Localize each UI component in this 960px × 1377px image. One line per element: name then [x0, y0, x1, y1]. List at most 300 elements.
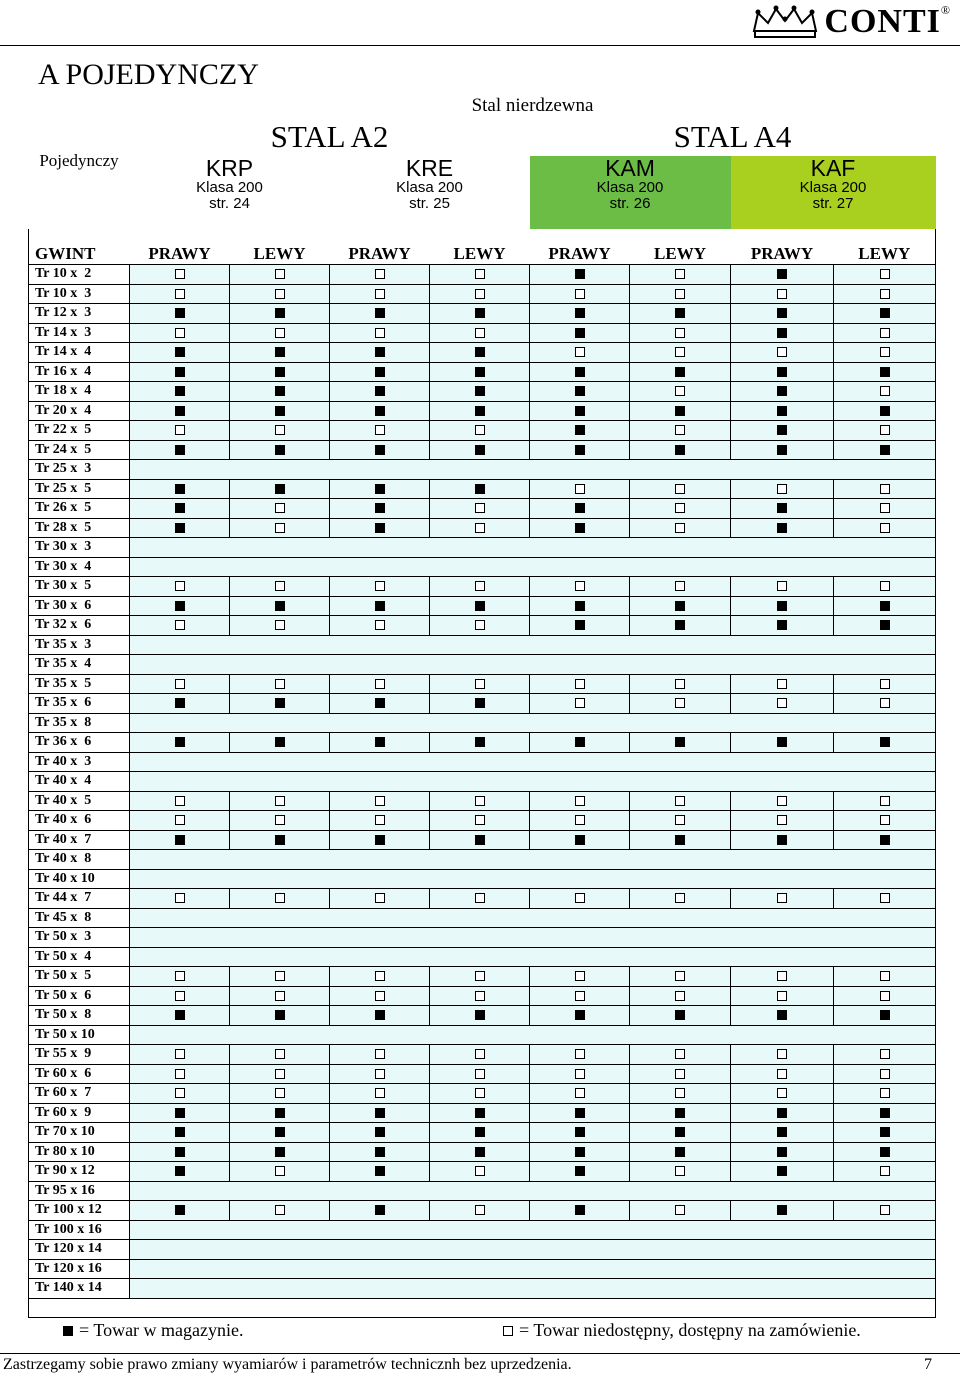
availability-cell	[430, 1064, 530, 1084]
thread-size: Tr 40 x 3	[29, 752, 130, 772]
thread-size: Tr 120 x 14	[29, 1240, 130, 1260]
legend-on-order-text: = Towar niedostępny, dostępny na zamówienie.	[519, 1320, 861, 1340]
empty-square-icon	[675, 679, 685, 689]
availability-cell	[731, 791, 834, 811]
availability-cell	[230, 1006, 330, 1026]
filled-square-icon	[777, 386, 787, 396]
thread-size: Tr 40 x 10	[29, 869, 130, 889]
availability-cell	[630, 1006, 731, 1026]
filled-square-icon	[575, 425, 585, 435]
availability-cell	[630, 304, 731, 324]
availability-cell	[230, 889, 330, 909]
empty-square-icon	[375, 971, 385, 981]
availability-cell	[230, 596, 330, 616]
availability-cell	[430, 343, 530, 363]
availability-cell	[731, 1201, 834, 1221]
availability-cell	[330, 284, 430, 304]
table-row	[29, 635, 936, 655]
availability-cell	[430, 1142, 530, 1162]
thread-size: Tr 44 x 7	[29, 889, 130, 909]
empty-square-icon	[880, 1205, 890, 1215]
empty-square-icon	[675, 386, 685, 396]
empty-square-icon	[275, 1069, 285, 1079]
availability-cell	[530, 401, 630, 421]
availability-cell	[530, 967, 630, 987]
filled-square-icon	[375, 367, 385, 377]
filled-square-icon	[475, 347, 485, 357]
empty-square-icon	[880, 425, 890, 435]
table-row	[29, 479, 936, 499]
thread-size: Tr 30 x 5	[29, 577, 130, 597]
availability-cell	[731, 1084, 834, 1104]
empty-square-icon	[880, 991, 890, 1001]
empty-square-icon	[575, 971, 585, 981]
empty-square-icon	[880, 484, 890, 494]
availability-cell	[430, 284, 530, 304]
thread-size: Tr 36 x 6	[29, 733, 130, 753]
availability-cell	[430, 362, 530, 382]
column-header: PRAWY	[330, 244, 430, 265]
empty-square-icon	[375, 893, 385, 903]
availability-cell	[834, 1201, 936, 1221]
availability-cell	[530, 1006, 630, 1026]
product-name: KRP	[205, 156, 254, 181]
availability-cell	[834, 1162, 936, 1182]
availability-cell	[834, 674, 936, 694]
empty-square-icon	[675, 484, 685, 494]
empty-square-icon	[880, 328, 890, 338]
thread-size: Tr 50 x 10	[29, 1025, 130, 1045]
bottom-divider	[0, 1353, 960, 1354]
empty-square-icon	[777, 991, 787, 1001]
empty-square-icon	[375, 328, 385, 338]
empty-square-icon	[475, 893, 485, 903]
empty-square-icon	[880, 1166, 890, 1176]
availability-cell	[530, 265, 630, 285]
availability-cell	[230, 401, 330, 421]
availability-cell	[330, 889, 430, 909]
empty-square-icon	[675, 796, 685, 806]
filled-square-icon	[777, 1205, 787, 1215]
column-header: PRAWY	[731, 244, 834, 265]
thread-size: Tr 50 x 5	[29, 967, 130, 987]
availability-cell	[430, 1162, 530, 1182]
thread-size: Tr 45 x 8	[29, 908, 130, 928]
empty-square-icon	[175, 991, 185, 1001]
availability-cell	[630, 479, 731, 499]
product-name: KAM	[605, 156, 655, 181]
empty-square-icon	[375, 796, 385, 806]
empty-square-icon	[375, 1049, 385, 1059]
table-row	[29, 557, 936, 577]
table-row	[29, 460, 936, 480]
availability-cell	[834, 304, 936, 324]
filled-square-icon	[275, 698, 285, 708]
availability-cell	[834, 284, 936, 304]
filled-square-icon	[275, 1010, 285, 1020]
availability-cell	[530, 440, 630, 460]
table-row	[29, 752, 936, 772]
empty-square-icon	[275, 503, 285, 513]
availability-cell	[530, 986, 630, 1006]
empty-square-icon	[675, 1069, 685, 1079]
availability-cell	[430, 694, 530, 714]
availability-cell	[130, 1201, 230, 1221]
top-divider	[0, 45, 960, 46]
availability-cell	[130, 1084, 230, 1104]
empty-square-icon	[375, 679, 385, 689]
availability-cell	[731, 889, 834, 909]
availability-cell	[430, 518, 530, 538]
filled-square-icon	[575, 1205, 585, 1215]
availability-cell	[130, 284, 230, 304]
thread-size: Tr 50 x 6	[29, 986, 130, 1006]
availability-cell	[834, 1064, 936, 1084]
availability-cell	[130, 791, 230, 811]
filled-square-icon	[375, 1108, 385, 1118]
product-str: str. 24	[209, 194, 250, 212]
column-header: LEWY	[834, 244, 936, 265]
empty-square-icon	[575, 347, 585, 357]
empty-availability	[130, 1181, 936, 1201]
filled-square-icon	[777, 737, 787, 747]
availability-cell	[230, 284, 330, 304]
empty-square-icon	[475, 289, 485, 299]
availability-cell	[430, 986, 530, 1006]
filled-square-icon	[675, 835, 685, 845]
column-header: PRAWY	[130, 244, 230, 265]
empty-square-icon	[175, 425, 185, 435]
legend-in-stock-text: = Towar w magazynie.	[79, 1320, 244, 1340]
availability-cell	[130, 382, 230, 402]
thread-size: Tr 22 x 5	[29, 421, 130, 441]
availability-cell	[330, 499, 430, 519]
availability-cell	[834, 791, 936, 811]
availability-cell	[731, 421, 834, 441]
thread-size: Tr 20 x 4	[29, 401, 130, 421]
availability-cell	[230, 343, 330, 363]
brand-registered: ®	[940, 2, 950, 17]
table-row	[29, 284, 936, 304]
table-row	[29, 869, 936, 889]
filled-square-icon	[375, 1127, 385, 1137]
filled-square-icon	[575, 386, 585, 396]
filled-square-icon	[880, 406, 890, 416]
filled-square-icon	[575, 523, 585, 533]
thread-size: Tr 35 x 4	[29, 655, 130, 675]
legend-in-stock	[63, 1320, 244, 1341]
thread-size: Tr 35 x 8	[29, 713, 130, 733]
availability-cell	[630, 967, 731, 987]
product-0	[130, 156, 330, 229]
table-row	[29, 655, 936, 675]
availability-cell	[130, 596, 230, 616]
product-2	[530, 156, 731, 229]
availability-cell	[731, 265, 834, 285]
filled-square-icon	[880, 737, 890, 747]
availability-cell	[430, 1045, 530, 1065]
filled-square-icon	[375, 1205, 385, 1215]
availability-cell	[630, 1064, 731, 1084]
thread-size: Tr 24 x 5	[29, 440, 130, 460]
availability-cell	[230, 791, 330, 811]
availability-cell	[834, 1006, 936, 1026]
availability-cell	[430, 1103, 530, 1123]
table-row	[29, 830, 936, 850]
filled-square-icon	[880, 1127, 890, 1137]
availability-cell	[630, 1084, 731, 1104]
table-row	[29, 811, 936, 831]
empty-square-icon	[575, 796, 585, 806]
table-row	[29, 1181, 936, 1201]
availability-cell	[330, 323, 430, 343]
availability-cell	[731, 1103, 834, 1123]
filled-square-icon	[475, 737, 485, 747]
filled-square-icon	[777, 1010, 787, 1020]
empty-square-icon	[503, 1326, 513, 1336]
table-row	[29, 1279, 936, 1299]
table-row	[29, 577, 936, 597]
availability-cell	[530, 733, 630, 753]
filled-square-icon	[777, 620, 787, 630]
empty-square-icon	[475, 679, 485, 689]
thread-size: Tr 40 x 6	[29, 811, 130, 831]
header-spacer	[29, 229, 936, 244]
availability-cell	[731, 577, 834, 597]
availability-cell	[834, 1103, 936, 1123]
filled-square-icon	[175, 386, 185, 396]
empty-square-icon	[575, 815, 585, 825]
availability-cell	[530, 616, 630, 636]
filled-square-icon	[175, 1166, 185, 1176]
empty-square-icon	[475, 581, 485, 591]
availability-cell	[230, 362, 330, 382]
table-row	[29, 1162, 936, 1182]
availability-cell	[230, 1045, 330, 1065]
thread-size: Tr 18 x 4	[29, 382, 130, 402]
availability-cell	[630, 986, 731, 1006]
empty-availability	[130, 947, 936, 967]
availability-cell	[330, 265, 430, 285]
thread-size: Tr 120 x 16	[29, 1259, 130, 1279]
empty-square-icon	[375, 1088, 385, 1098]
empty-square-icon	[675, 1049, 685, 1059]
thread-size: Tr 80 x 10	[29, 1142, 130, 1162]
table-row	[29, 889, 936, 909]
empty-square-icon	[880, 523, 890, 533]
thread-size: Tr 100 x 12	[29, 1201, 130, 1221]
availability-cell	[130, 304, 230, 324]
empty-availability	[130, 1240, 936, 1260]
availability-cell	[530, 1084, 630, 1104]
empty-square-icon	[777, 289, 787, 299]
availability-cell	[430, 967, 530, 987]
empty-square-icon	[475, 815, 485, 825]
availability-cell	[130, 440, 230, 460]
table-row	[29, 499, 936, 519]
table-row	[29, 440, 936, 460]
thread-size: Tr 12 x 3	[29, 304, 130, 324]
filled-square-icon	[777, 503, 787, 513]
availability-cell	[630, 733, 731, 753]
empty-square-icon	[575, 1088, 585, 1098]
availability-cell	[834, 986, 936, 1006]
empty-square-icon	[475, 1088, 485, 1098]
availability-cell	[630, 1162, 731, 1182]
empty-square-icon	[777, 1088, 787, 1098]
filled-square-icon	[777, 1147, 787, 1157]
filled-square-icon	[475, 386, 485, 396]
availability-cell	[630, 1045, 731, 1065]
empty-square-icon	[777, 698, 787, 708]
empty-availability	[130, 460, 936, 480]
empty-square-icon	[175, 815, 185, 825]
filled-square-icon	[375, 835, 385, 845]
filled-square-icon	[675, 1127, 685, 1137]
empty-square-icon	[675, 347, 685, 357]
availability-cell	[330, 577, 430, 597]
empty-square-icon	[777, 815, 787, 825]
empty-square-icon	[880, 698, 890, 708]
filled-square-icon	[575, 835, 585, 845]
thread-size: Tr 30 x 3	[29, 538, 130, 558]
filled-square-icon	[175, 601, 185, 611]
availability-cell	[731, 343, 834, 363]
availability-cell	[731, 323, 834, 343]
empty-square-icon	[777, 1049, 787, 1059]
availability-cell	[530, 382, 630, 402]
table-row	[29, 674, 936, 694]
table-row	[29, 947, 936, 967]
availability-cell	[630, 362, 731, 382]
availability-cell	[530, 499, 630, 519]
empty-square-icon	[475, 1049, 485, 1059]
availability-cell	[530, 343, 630, 363]
thread-size: Tr 25 x 5	[29, 479, 130, 499]
availability-cell	[330, 674, 430, 694]
availability-cell	[130, 479, 230, 499]
empty-square-icon	[675, 289, 685, 299]
filled-square-icon	[880, 835, 890, 845]
availability-cell	[430, 674, 530, 694]
availability-cell	[530, 1123, 630, 1143]
filled-square-icon	[275, 835, 285, 845]
availability-cell	[330, 1103, 430, 1123]
availability-cell	[834, 499, 936, 519]
availability-cell	[430, 791, 530, 811]
availability-cell	[230, 830, 330, 850]
availability-cell	[630, 421, 731, 441]
table-row	[29, 1084, 936, 1104]
stal-a4-label: STAL A4	[673, 119, 792, 154]
availability-cell	[230, 967, 330, 987]
filled-square-icon	[777, 835, 787, 845]
availability-cell	[630, 791, 731, 811]
gwint-header: GWINT	[29, 244, 130, 265]
availability-cell	[834, 811, 936, 831]
availability-cell	[630, 1201, 731, 1221]
column-header: PRAWY	[530, 244, 630, 265]
filled-square-icon	[880, 1108, 890, 1118]
availability-cell	[130, 674, 230, 694]
availability-cell	[731, 1006, 834, 1026]
availability-cell	[330, 440, 430, 460]
product-str: str. 27	[812, 194, 854, 212]
availability-cell	[834, 1045, 936, 1065]
empty-square-icon	[880, 679, 890, 689]
filled-square-icon	[275, 445, 285, 455]
availability-cell	[330, 1084, 430, 1104]
empty-square-icon	[880, 347, 890, 357]
availability-cell	[731, 694, 834, 714]
availability-cell	[330, 382, 430, 402]
empty-square-icon	[880, 289, 890, 299]
availability-cell	[731, 499, 834, 519]
table-row	[29, 713, 936, 733]
filled-square-icon	[175, 1127, 185, 1137]
empty-square-icon	[675, 1205, 685, 1215]
availability-cell	[834, 382, 936, 402]
filled-square-icon	[375, 523, 385, 533]
empty-availability	[130, 635, 936, 655]
stal-a2-label: STAL A2	[270, 119, 389, 154]
thread-size: Tr 30 x 4	[29, 557, 130, 577]
empty-square-icon	[375, 620, 385, 630]
availability-cell	[630, 518, 731, 538]
availability-cell	[230, 1201, 330, 1221]
empty-square-icon	[275, 796, 285, 806]
filled-square-icon	[475, 698, 485, 708]
page-title: A POJEDYNCZY	[38, 58, 259, 91]
availability-cell	[230, 1103, 330, 1123]
footer-note: Zastrzegamy sobie prawo zmiany wyamiarów i parametrów technicznh bez uprzedzenia.	[3, 1356, 572, 1373]
thread-size: Tr 55 x 9	[29, 1045, 130, 1065]
stal-nierdzewna-label: Stal nierdzewna	[471, 95, 594, 116]
availability-cell	[530, 791, 630, 811]
empty-square-icon	[175, 620, 185, 630]
availability-cell	[330, 811, 430, 831]
availability-cell	[630, 382, 731, 402]
table-row	[29, 265, 936, 285]
availability-cell	[630, 343, 731, 363]
filled-square-icon	[575, 445, 585, 455]
table-row	[29, 343, 936, 363]
filled-square-icon	[475, 1108, 485, 1118]
table-row	[29, 1201, 936, 1221]
thread-size: Tr 140 x 14	[29, 1279, 130, 1299]
table-row	[29, 1259, 936, 1279]
table-row	[29, 1103, 936, 1123]
availability-cell	[130, 343, 230, 363]
empty-square-icon	[475, 971, 485, 981]
filled-square-icon	[475, 601, 485, 611]
availability-cell	[530, 1162, 630, 1182]
availability-cell	[731, 616, 834, 636]
empty-square-icon	[275, 425, 285, 435]
availability-cell	[230, 1064, 330, 1084]
filled-square-icon	[675, 445, 685, 455]
empty-availability	[130, 928, 936, 948]
availability-cell	[834, 421, 936, 441]
product-str: str. 26	[609, 194, 651, 212]
thread-size: Tr 50 x 3	[29, 928, 130, 948]
empty-square-icon	[880, 893, 890, 903]
availability-cell	[430, 1123, 530, 1143]
availability-cell	[731, 811, 834, 831]
filled-square-icon	[475, 308, 485, 318]
empty-square-icon	[275, 679, 285, 689]
availability-cell	[130, 1162, 230, 1182]
